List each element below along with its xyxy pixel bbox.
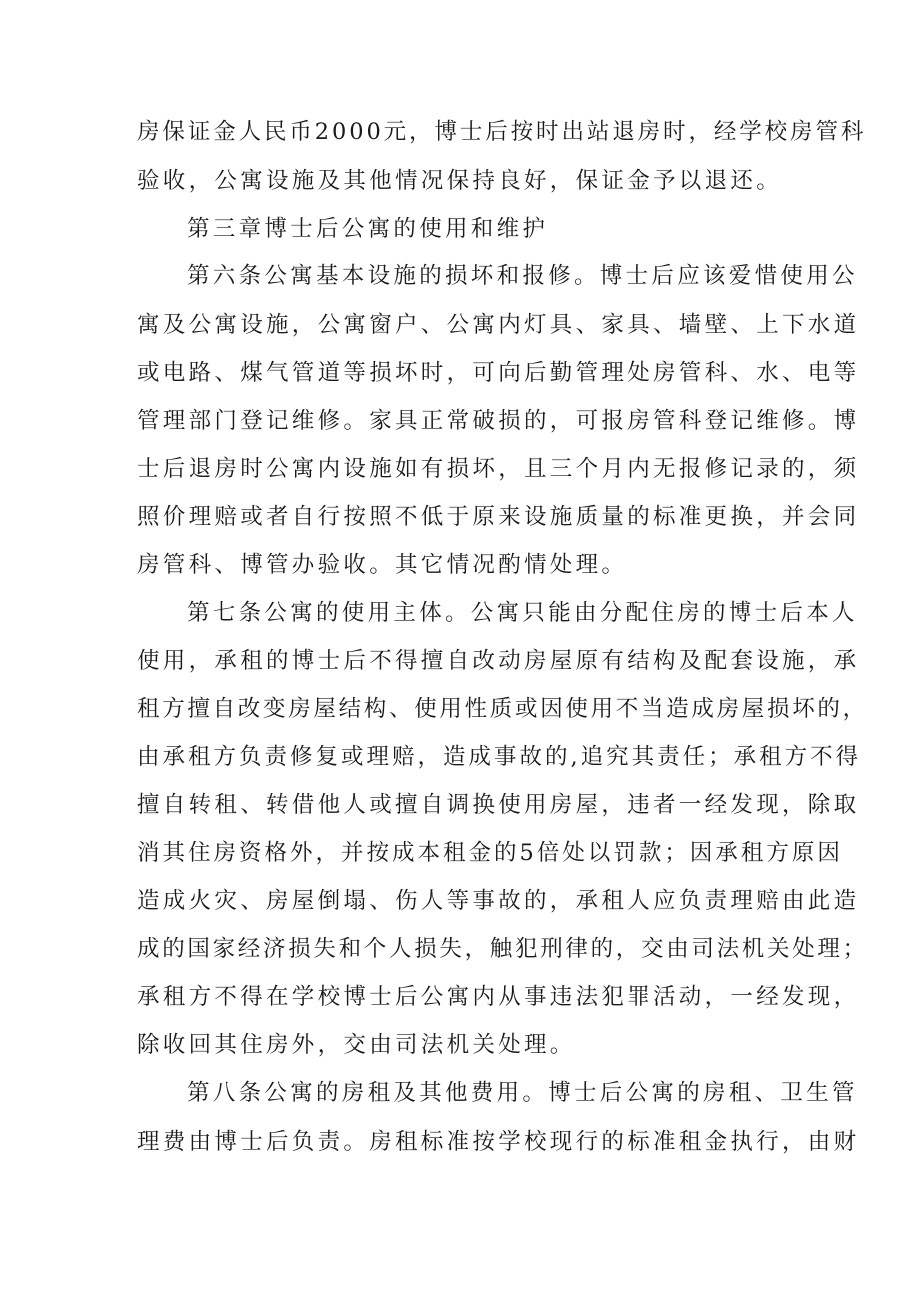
chapter-heading: 第三章博士后公寓的使用和维护 <box>187 216 549 242</box>
text-line: 理费由博士后负责。房租标准按学校现行的标准租金执行，由财 <box>137 1129 860 1155</box>
text-line: 或电路、煤气管道等损坏时，可向后勤管理处房管科、水、电等 <box>137 360 860 386</box>
text-line: 照价理赔或者自行按照不低于原来设施质量的标准更换，并会同 <box>137 504 860 530</box>
text-line: 擅自转租、转借他人或擅自调换使用房屋，违者一经发现，除取 <box>137 792 860 818</box>
text-line: 由承租方负责修复或理赔，造成事故的,追究其责任；承租方不得 <box>137 744 862 770</box>
text-line: 验收，公寓设施及其他情况保持良好，保证金予以退还。 <box>137 168 783 194</box>
text-line: 第六条公寓基本设施的损坏和报修。博士后应该爱惜使用公 <box>187 263 858 289</box>
text-line: 除收回其住房外，交由司法机关处理。 <box>137 1032 576 1058</box>
text-line: 承租方不得在学校博士后公寓内从事违法犯罪活动，一经发现， <box>137 984 860 1010</box>
text-line: 第八条公寓的房租及其他费用。博士后公寓的房租、卫生管 <box>187 1080 858 1106</box>
text-line: 房保证金人民币2000元，博士后按时出站退房时，经学校房管科 <box>137 119 867 145</box>
text-line: 使用，承租的博士后不得擅自改动房屋原有结构及配套设施，承 <box>137 648 860 674</box>
text-line: 房管科、博管办验收。其它情况酌情处理。 <box>137 552 628 578</box>
text-line: 士后退房时公寓内设施如有损坏，且三个月内无报修记录的，须 <box>137 456 860 482</box>
text-line: 第七条公寓的使用主体。公寓只能由分配住房的博士后本人 <box>187 600 858 626</box>
text-line: 造成火灾、房屋倒塌、伤人等事故的，承租人应负责理赔由此造 <box>137 888 860 914</box>
text-line: 成的国家经济损失和个人损失，触犯刑律的，交由司法机关处理； <box>137 936 868 962</box>
text-line: 消其住房资格外，并按成本租金的5倍处以罚款；因承租方原因 <box>137 840 843 866</box>
text-line: 寓及公寓设施，公寓窗户、公寓内灯具、家具、墙壁、上下水道 <box>137 312 860 338</box>
text-line: 租方擅自改变房屋结构、使用性质或因使用不当造成房屋损坏的， <box>137 696 868 722</box>
text-line: 管理部门登记维修。家具正常破损的，可报房管科登记维修。博 <box>137 408 860 434</box>
